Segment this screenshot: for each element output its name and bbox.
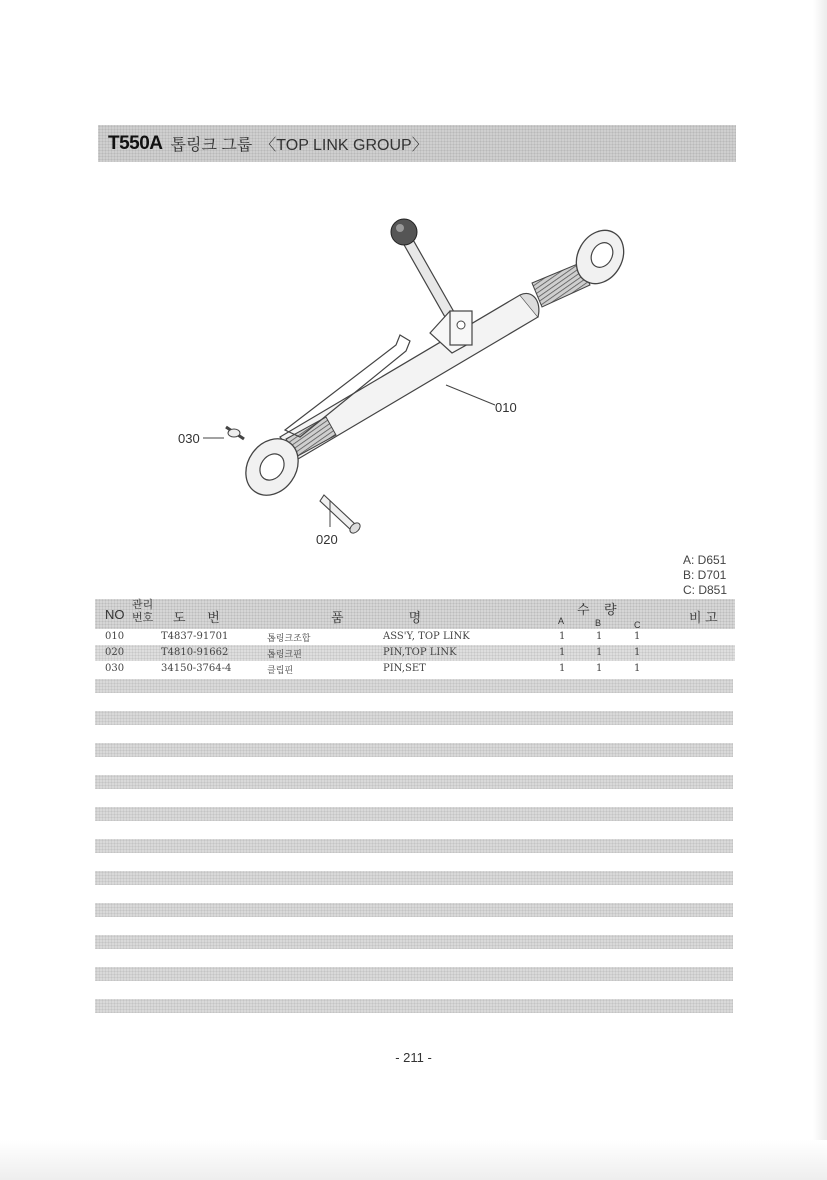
callout-010: 010 xyxy=(495,400,517,415)
cell-name-korean: 톱링크핀 xyxy=(267,650,302,660)
empty-row-stripe xyxy=(95,839,733,853)
empty-row-stripe xyxy=(95,807,733,821)
empty-row-stripe xyxy=(95,935,733,949)
cell-no: 030 xyxy=(105,663,125,674)
section-title-bar xyxy=(98,125,736,162)
top-link-pin xyxy=(320,495,362,535)
model-name: T550A xyxy=(108,132,163,154)
header-remarks: 비 고 xyxy=(689,610,718,625)
parts-table xyxy=(95,599,735,677)
cell-part-number: T4810-91662 xyxy=(161,647,229,658)
empty-row-stripe xyxy=(95,711,733,725)
leader-line xyxy=(446,385,495,405)
cell-part-number: T4837-91701 xyxy=(161,631,229,642)
cell-no: 020 xyxy=(105,647,125,658)
header-mgmt-bottom: 번호 xyxy=(132,612,154,624)
table-row xyxy=(95,645,735,661)
empty-row-stripe xyxy=(95,903,733,917)
group-title-korean: 톱링크 그룹 xyxy=(170,137,253,154)
model-legend xyxy=(683,553,727,598)
cell-name-english: PIN,TOP LINK xyxy=(383,647,457,658)
table-row xyxy=(95,629,735,645)
header-qty-b: B xyxy=(595,618,602,628)
empty-row-stripe xyxy=(95,775,733,789)
cell-qty-c: 1 xyxy=(634,647,641,658)
legend-item: C: D851 xyxy=(683,583,728,597)
empty-row-stripe xyxy=(95,743,733,757)
header-qty: 수 량 xyxy=(577,602,617,617)
header-mgmt-top: 관리 xyxy=(132,599,154,611)
set-pin xyxy=(226,427,244,439)
legend-item: A: D651 xyxy=(683,553,727,567)
cell-name-english: PIN,SET xyxy=(383,663,426,674)
cell-qty-c: 1 xyxy=(634,663,641,674)
empty-row-stripe xyxy=(95,999,733,1013)
empty-row-stripe xyxy=(95,967,733,981)
cell-qty-c: 1 xyxy=(634,631,641,642)
cell-no: 010 xyxy=(105,631,125,642)
callout-030: 030 xyxy=(178,431,200,446)
top-link-diagram xyxy=(160,205,640,550)
table-row xyxy=(95,661,735,677)
cell-name-korean: 클립핀 xyxy=(267,666,294,676)
header-qty-c: C xyxy=(634,620,641,630)
cell-name-korean: 톱링크조합 xyxy=(267,634,311,644)
cell-qty-b: 1 xyxy=(596,631,603,642)
empty-row-stripe xyxy=(95,871,733,885)
cell-qty-a: 1 xyxy=(559,647,566,658)
page-number: - 211 - xyxy=(395,1050,432,1065)
legend-item: B: D701 xyxy=(683,568,727,582)
page-edge xyxy=(0,1140,827,1180)
header-qty-a: A xyxy=(558,616,565,626)
header-no: NO xyxy=(105,607,125,622)
cell-qty-b: 1 xyxy=(596,663,603,674)
callout-020: 020 xyxy=(316,532,338,547)
cell-qty-a: 1 xyxy=(559,631,566,642)
header-drawing-no: 도 번 xyxy=(173,610,220,625)
handle-lever xyxy=(391,219,454,317)
page-edge xyxy=(813,0,827,1180)
header-name: 품 명 xyxy=(331,610,422,625)
group-title-english: 〈TOP LINK GROUP〉 xyxy=(260,137,428,154)
cell-part-number: 34150-3764-4 xyxy=(161,663,232,674)
cell-name-english: ASS'Y, TOP LINK xyxy=(383,631,470,642)
table-header xyxy=(95,599,735,629)
cell-qty-a: 1 xyxy=(559,663,566,674)
empty-row-stripe xyxy=(95,679,733,693)
cell-qty-b: 1 xyxy=(596,647,603,658)
